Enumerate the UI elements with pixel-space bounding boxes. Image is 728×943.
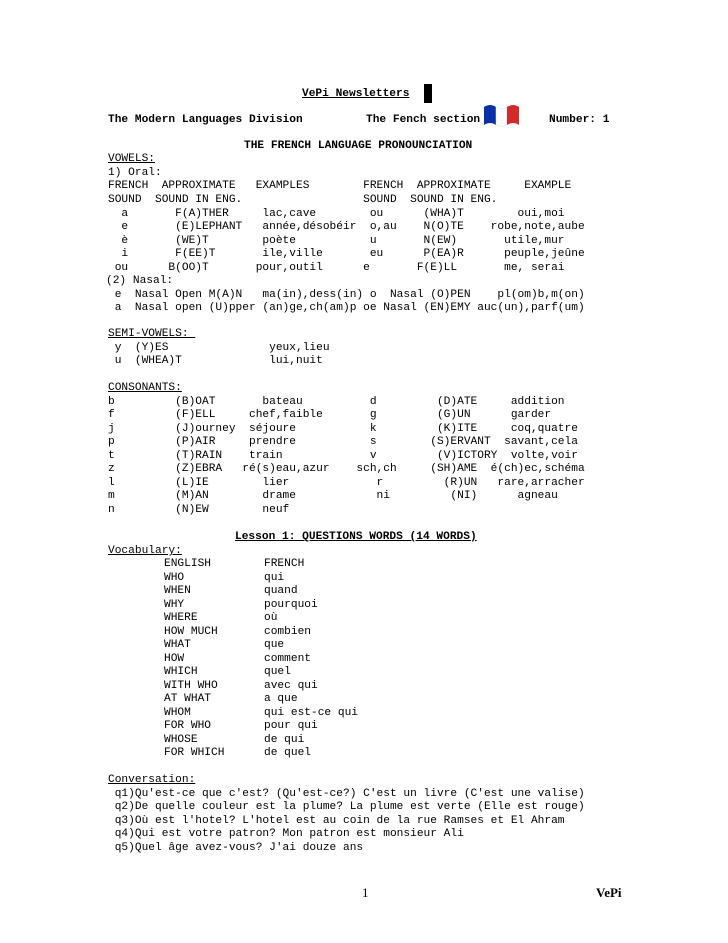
conversation-line: q2)De quelle couleur est la plume? La plume est verte (Elle est rouge) bbox=[108, 801, 585, 813]
vocab-english: WHICH bbox=[164, 666, 198, 678]
vocab-english: WHEN bbox=[164, 585, 191, 597]
vocab-french: qui est-ce qui bbox=[264, 707, 358, 719]
consonant-row: f (F)ELL chef,faible g (G)UN garder bbox=[108, 409, 552, 421]
semivowels-heading: SEMI-VOWELS: bbox=[108, 328, 196, 340]
pronunciation-title: THE FRENCH LANGUAGE PRONOUNCIATION bbox=[244, 140, 473, 152]
nasal-row: a Nasal open (U)pper (an)ge,ch(am)p oe Nasal (EN)EMY auc(un),parf(um) bbox=[108, 302, 585, 314]
conversation-heading: Conversation: bbox=[108, 774, 196, 786]
vocab-french: qui bbox=[264, 572, 285, 584]
consonant-row: t (T)RAIN train v (V)ICTORY volte,voir bbox=[108, 450, 578, 462]
vocab-french: pourquoi bbox=[264, 599, 318, 611]
vocab-col-english: ENGLISH bbox=[164, 558, 211, 570]
vocab-english: FOR WHICH bbox=[164, 747, 225, 759]
nasal-heading: (2) Nasal: bbox=[106, 275, 174, 287]
vocab-english: WITH WHO bbox=[164, 680, 218, 692]
vocab-col-french: FRENCH bbox=[264, 558, 305, 570]
division-name: The Modern Languages Division bbox=[108, 114, 303, 126]
vocab-english: WHOM bbox=[164, 707, 191, 719]
table-header-line-1: FRENCH APPROXIMATE EXAMPLES FRENCH APPROXIMATE EXAMPLE bbox=[108, 180, 572, 192]
vocab-french: de qui bbox=[264, 734, 305, 746]
page-number: 1 bbox=[362, 885, 369, 900]
consonant-row: n (N)EW neuf bbox=[108, 504, 290, 516]
vocab-english: AT WHAT bbox=[164, 693, 211, 705]
vocab-french: combien bbox=[264, 626, 311, 638]
vocab-french: avec qui bbox=[264, 680, 318, 692]
vocabulary-heading: Vocabulary: bbox=[108, 545, 182, 557]
lesson-title: Lesson 1: QUESTIONS WORDS (14 WORDS) bbox=[235, 531, 477, 543]
oral-row: a F(A)THER lac,cave ou (WHA)T oui,moi bbox=[108, 208, 565, 220]
conversation-line: q4)Qui est votre patron? Mon patron est monsieur Ali bbox=[108, 828, 464, 840]
vocab-english: WHAT bbox=[164, 639, 191, 651]
oral-row: e (E)LEPHANT année,désobéir o,au N(O)TE robe,note,aube bbox=[108, 221, 585, 233]
issue-number: Number: 1 bbox=[549, 114, 610, 126]
semivowel-row: u (WHEA)T lui,nuit bbox=[108, 355, 323, 367]
oral-row: i F(EE)T ile,ville eu P(EA)R peuple,jeûne bbox=[108, 248, 585, 260]
table-header-line-2: SOUND SOUND IN ENG. SOUND SOUND IN ENG. bbox=[108, 194, 498, 206]
oral-row: è (WE)T poète u N(EW) utile,mur bbox=[108, 235, 565, 247]
consonant-row: b (B)OAT bateau d (D)ATE addition bbox=[108, 396, 565, 408]
vocab-french: quel bbox=[264, 666, 291, 678]
consonants-heading: CONSONANTS: bbox=[108, 382, 182, 394]
section-name: The Fench section bbox=[366, 114, 481, 126]
vocab-english: WHY bbox=[164, 599, 185, 611]
vocab-english: FOR WHO bbox=[164, 720, 211, 732]
vocab-french: comment bbox=[264, 653, 311, 665]
vocab-french: de quel bbox=[264, 747, 311, 759]
consonant-row: z (Z)EBRA ré(s)eau,azur sch,ch (SH)AME é(ch)ec,schéma bbox=[108, 463, 585, 475]
nasal-row: e Nasal Open M(A)N ma(in),dess(in) o Nasal (O)PEN pl(om)b,m(on) bbox=[108, 289, 585, 301]
vocab-french: que bbox=[264, 639, 285, 651]
consonant-row: p (P)AIR prendre s (S)ERVANT savant,cela bbox=[108, 436, 578, 448]
vocab-english: HOW MUCH bbox=[164, 626, 218, 638]
vocab-english: WHOSE bbox=[164, 734, 198, 746]
text-cursor-block bbox=[424, 84, 432, 103]
consonant-row: m (M)AN drame ni (NI) agneau bbox=[108, 490, 558, 502]
footer-brand: VePi bbox=[596, 885, 622, 900]
newsletter-title: VePi Newsletters bbox=[302, 88, 410, 100]
consonant-row: l (L)IE lier r (R)UN rare,arracher bbox=[108, 477, 585, 489]
vocab-french: quand bbox=[264, 585, 298, 597]
vocab-french: où bbox=[264, 612, 278, 624]
semivowel-row: y (Y)ES yeux,lieu bbox=[108, 342, 330, 354]
vocab-french: a que bbox=[264, 693, 298, 705]
conversation-line: q1)Qu'est-ce que c'est? (Qu'est-ce?) C'est un livre (C'est une valise) bbox=[108, 788, 585, 800]
conversation-line: q3)Où est l'hotel? L'hotel est au coin de la rue Ramses et El Ahram bbox=[108, 815, 565, 827]
vocab-english: WHERE bbox=[164, 612, 198, 624]
consonant-row: j (J)ourney séjoure k (K)ITE coq,quatre bbox=[108, 423, 578, 435]
vowels-heading: VOWELS: bbox=[108, 153, 155, 165]
vocab-english: WHO bbox=[164, 572, 185, 584]
oral-row: ou B(OO)T pour,outil e F(E)LL me, serai bbox=[108, 262, 565, 274]
french-flag-icon bbox=[482, 103, 520, 127]
vocab-french: pour qui bbox=[264, 720, 318, 732]
oral-heading: 1) Oral: bbox=[108, 167, 162, 179]
vocab-english: HOW bbox=[164, 653, 185, 665]
conversation-line: q5)Quel âge avez-vous? J'ai douze ans bbox=[108, 842, 364, 854]
